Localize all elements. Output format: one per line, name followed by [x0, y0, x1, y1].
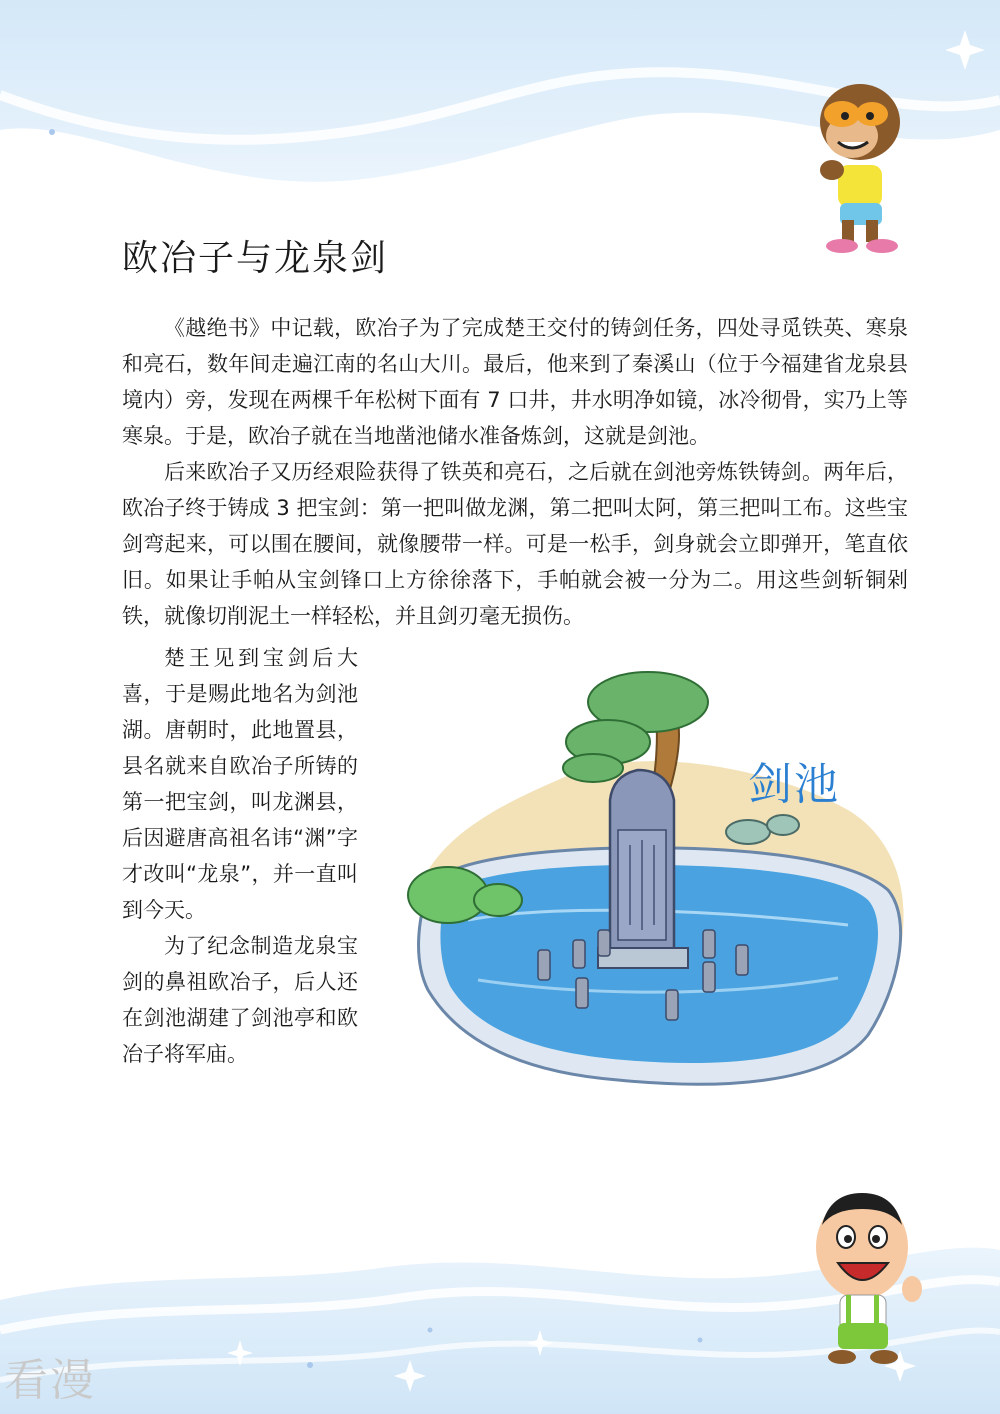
monkey-character-icon	[790, 70, 920, 260]
page-title: 欧冶子与龙泉剑	[122, 238, 389, 279]
paragraph-1: 《越绝书》中记载，欧冶子为了完成楚王交付的铸剑任务，四处寻觅铁英、寒泉和亮石，数年间走遍江南的名山大川。最后，他来到了秦溪山（位于今福建省龙泉县境内）旁，发现在两棵千年松树下面有 7 口井，井水明净如镜，冰冷彻骨，实乃上等寒泉。于是，欧冶子就在当地凿池储水准备炼剑，这就是剑池。	[122, 316, 908, 448]
sword-pool-illustration	[398, 660, 918, 1100]
paragraph-4: 为了纪念制造龙泉宝剑的鼻祖欧冶子，后人还在剑池湖建了剑池亭和欧冶子将军庙。	[122, 934, 358, 1066]
boy-character-icon	[800, 1185, 930, 1370]
watermark: 看漫	[4, 1355, 96, 1406]
paragraph-2: 后来欧冶子又历经艰险获得了铁英和亮石，之后就在剑池旁炼铁铸剑。两年后，欧冶子终于铸成 3 把宝剑：第一把叫做龙渊，第二把叫太阿，第三把叫工布。这些宝剑弯起来，可以围在腰间，就像腰带一样。可是一松手，剑身就会立即弹开，笔直依旧。如果让手帕从宝剑锋口上方徐徐落下，手帕就会被一分为二。用这些剑斩铜剁铁，就像切削泥土一样轻松，并且剑刃毫无损伤。	[122, 460, 908, 628]
illustration-label: 剑池	[748, 759, 840, 810]
paragraph-3: 楚王见到宝剑后大喜，于是赐此地名为剑池湖。唐朝时，此地置县，县名就来自欧冶子所铸的第一把宝剑，叫龙渊县，后因避唐高祖名讳“渊”字才改叫“龙泉”，并一直叫到今天。	[122, 646, 358, 922]
